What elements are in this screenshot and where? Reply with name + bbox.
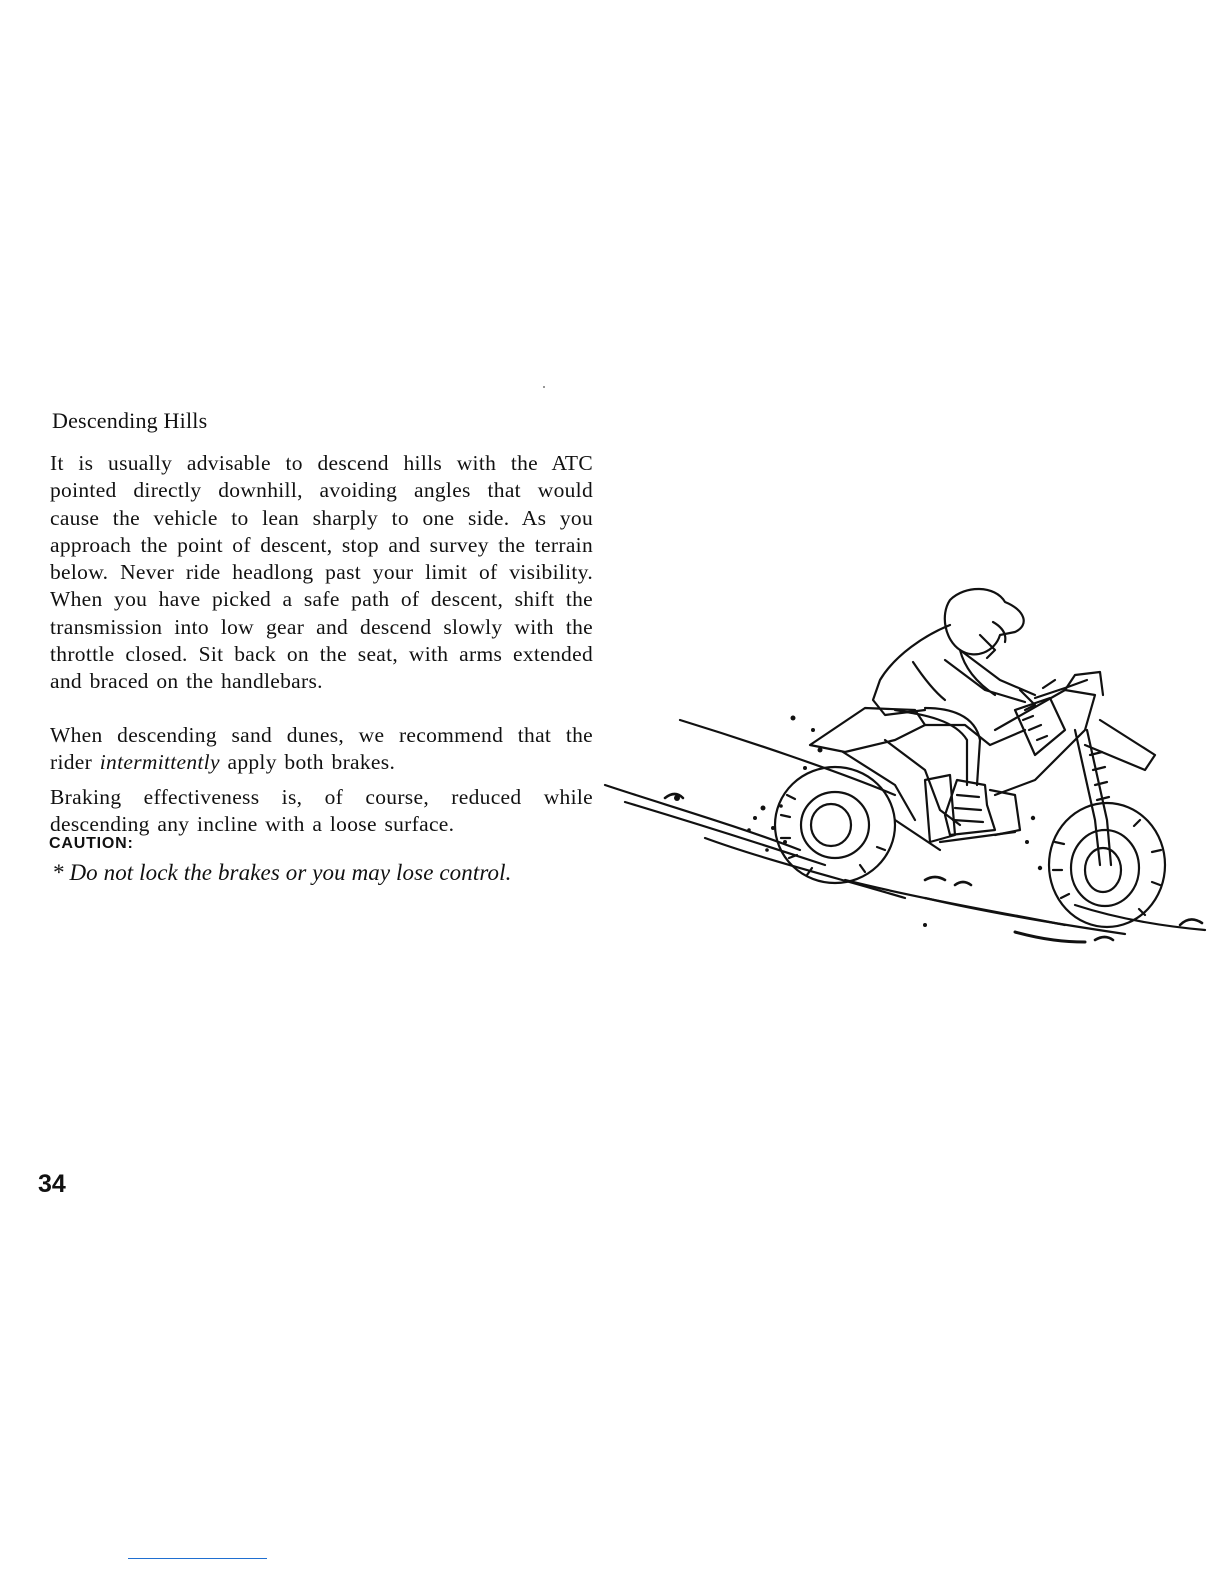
atc-rider-descending-hill-illustration [595, 580, 1210, 960]
paragraph-sand-dunes-emphasis: intermittently [99, 750, 220, 775]
paragraph-sand-dunes-end: apply both brakes. [219, 750, 396, 775]
paragraph-sand-dunes-start: When descending sand dunes, we recommend that the rider [50, 723, 593, 775]
engine [895, 775, 1020, 850]
paragraph-braking: Braking effectiveness is, of course, reduced while descending any incline with a loose surface. [50, 785, 593, 837]
flying-dirt [674, 716, 1042, 928]
footer-rule [128, 1558, 267, 1559]
caution-text: * Do not lock the brakes or you may lose control. [52, 860, 512, 885]
rear-wheel [775, 767, 895, 883]
paragraph-descending-technique: It is usually advisable to descend hills with the ATC pointed directly downhill, avoiding angles that would cause the vehicle to lean sharply to one side. As you approach the point of descent, stop and survey the terrain below. Never ride headlong past your limit of visibility. When you have picked a safe path of descent, shift the transmission into low gear and descend slowly with the throttle closed. Sit back on the seat, with arms extended and braced on the handlebars. [50, 451, 593, 694]
handlebars [1035, 680, 1087, 698]
caution-label: CAUTION: [49, 835, 134, 852]
scan-speck [543, 386, 545, 388]
page-number: 34 [38, 1170, 66, 1198]
section-title: Descending Hills [52, 408, 208, 433]
rider [873, 589, 1035, 835]
paragraph-sand-dunes [50, 722, 593, 777]
